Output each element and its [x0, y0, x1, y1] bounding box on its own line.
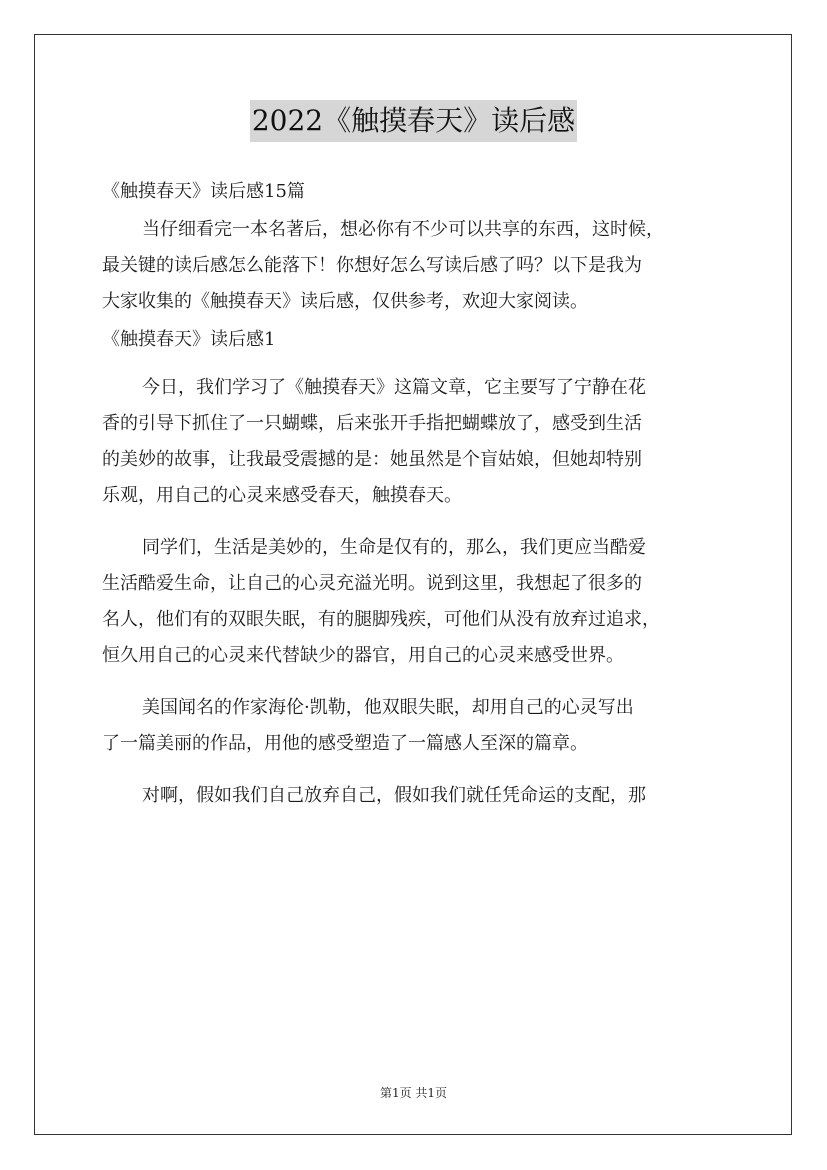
document-body — [102, 172, 742, 830]
text-line: 恒久用自己的心灵来代替缺少的器官，用自己的心灵来感受世界。 — [102, 645, 624, 666]
text-line: 香的引导下抓住了一只蝴蝶，后来张开手指把蝴蝶放了，感受到生活 — [102, 413, 642, 434]
text-line: 今日，我们学习了《触摸春天》这篇文章，它主要写了宁静在花 — [142, 377, 646, 398]
document-title: 2022《触摸春天》读后感 — [250, 100, 577, 142]
paragraph — [102, 530, 742, 674]
text-line: 大家收集的《触摸春天》读后感，仅供参考，欢迎大家阅读。 — [102, 291, 588, 312]
paragraph — [102, 370, 742, 514]
text-line: 当仔细看完一本名著后，想必你有不少可以共享的东西，这时候， — [142, 219, 664, 240]
page-footer: 第1页 共1页 — [379, 1086, 448, 1100]
text-line: 名人，他们有的双眼失眠，有的腿脚残疾，可他们从没有放弃过追求， — [102, 609, 660, 630]
text-line: 最关键的读后感怎么能落下！你想好怎么写读后感了吗？以下是我为 — [102, 255, 642, 276]
text-line: 美国闻名的作家海伦·凯勒，他双眼失眠，却用自己的心灵写出 — [142, 697, 634, 718]
text-line: 了一篇美丽的作品，用他的感受塑造了一篇感人至深的篇章。 — [102, 733, 588, 754]
section-heading: 《触摸春天》读后感1 — [102, 329, 276, 350]
paragraph — [102, 778, 742, 814]
text-line: 对啊，假如我们自己放弃自己，假如我们就任凭命运的支配，那 — [142, 785, 646, 806]
paragraph — [102, 690, 742, 762]
text-line: 生活酷爱生命，让自己的心灵充溢光明。说到这里，我想起了很多的 — [102, 573, 642, 594]
text-line: 的美妙的故事，让我最受震撼的是：她虽然是个盲姑娘，但她却特别 — [102, 449, 642, 470]
title-wrap — [0, 100, 827, 142]
intro-paragraph — [102, 212, 742, 320]
text-line: 同学们，生活是美妙的，生命是仅有的，那么，我们更应当酷爱 — [142, 537, 646, 558]
subtitle: 《触摸春天》读后感15篇 — [102, 181, 305, 202]
text-line: 乐观，用自己的心灵来感受春天，触摸春天。 — [102, 485, 462, 506]
